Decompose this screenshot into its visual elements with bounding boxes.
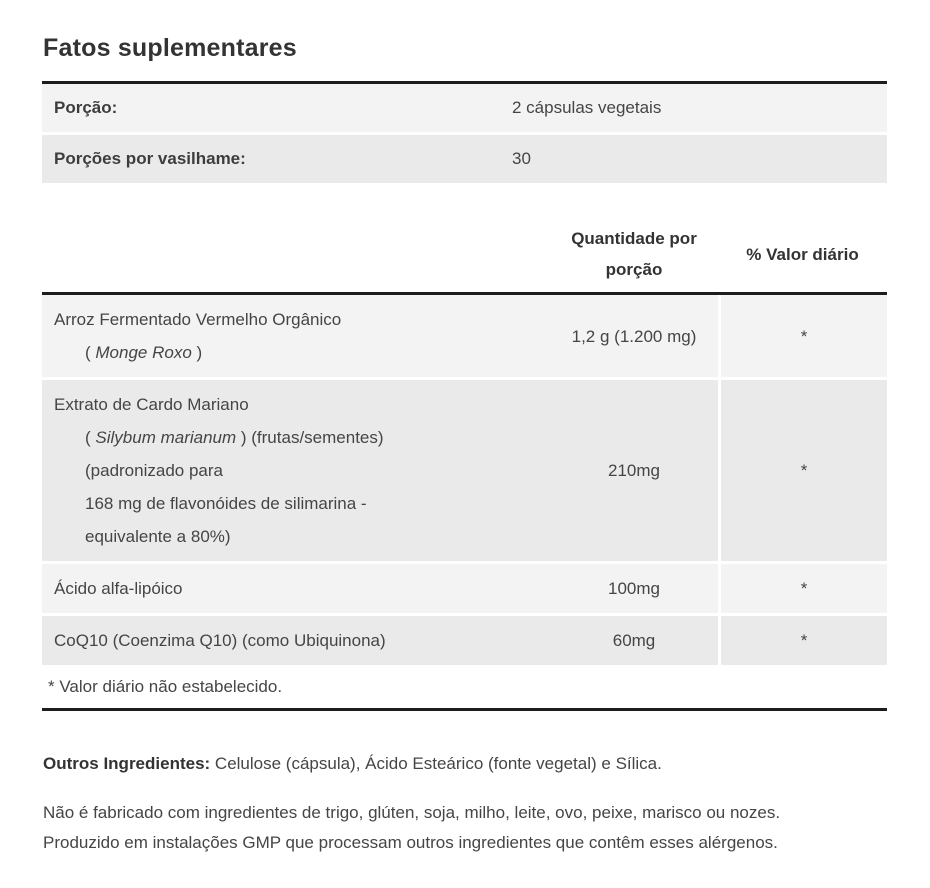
other-ingredients-text: Celulose (cápsula), Ácido Esteárico (fonte vegetal) e Sílica.	[214, 754, 662, 773]
other-ingredients	[43, 752, 887, 776]
ingredient-name-line	[54, 421, 542, 454]
ingredient-name-line	[54, 520, 542, 553]
ingredient-name-text: (	[85, 428, 96, 447]
ingredient-name-text: equivalente a 80%)	[85, 527, 231, 546]
serving-row-label: Porção:	[54, 98, 118, 117]
ingredient-name-text: 168 mg de flavonóides de silimarina -	[85, 494, 367, 513]
ingredient-name-text: ) (frutas/sementes)	[236, 428, 384, 447]
ingredient-row	[42, 564, 887, 613]
daily-value-cell: *	[718, 564, 887, 613]
daily-value-cell: *	[718, 295, 887, 377]
ingredient-name-text: Extrato de Cardo Mariano	[54, 395, 249, 414]
page-title: Fatos suplementares	[43, 34, 297, 62]
ingredient-row	[42, 616, 887, 665]
serving-row-label: Porções por vasilhame:	[54, 149, 246, 168]
daily-value-column-header: % Valor diário	[746, 244, 859, 264]
ingredient-name-line	[54, 487, 542, 520]
facts-body	[42, 292, 887, 665]
ingredient-name-line	[54, 454, 542, 487]
allergen-notice-line: Não é fabricado com ingredientes de trigo, glúten, soja, milho, leite, ovo, peixe, marisco ou nozes.	[43, 803, 781, 822]
ingredient-latin-name: Monge Roxo	[95, 343, 192, 362]
ingredient-name	[42, 616, 550, 665]
ingredient-name-text: )	[191, 343, 203, 362]
ingredient-name-text: (padronizado para	[85, 461, 223, 480]
ingredient-name-text: CoQ10 (Coenzima Q10) (como Ubiquinona)	[54, 631, 386, 650]
serving-row	[42, 84, 887, 132]
panel-content	[42, 33, 887, 858]
ingredient-name-line	[54, 336, 542, 369]
serving-row-value: 2 cápsulas vegetais	[512, 98, 662, 117]
ingredient-name	[42, 295, 550, 377]
serving-row-value: 30	[512, 149, 531, 168]
facts-header-row	[42, 223, 887, 292]
daily-value-cell: *	[718, 616, 887, 665]
ingredient-name-text: (	[85, 343, 96, 362]
ingredient-name-text: Arroz Fermentado Vermelho Orgânico	[54, 310, 342, 329]
ingredient-name-line	[54, 303, 542, 336]
daily-value-footnote: * Valor diário não estabelecido.	[42, 665, 887, 711]
ingredient-name	[42, 380, 550, 561]
amount-per-serving-value: 100mg	[608, 579, 660, 598]
ingredient-name	[42, 564, 550, 613]
other-ingredients-label: Outros Ingredientes:	[43, 754, 211, 773]
supplement-facts-table	[42, 223, 887, 711]
ingredient-name-line	[54, 572, 542, 605]
ingredient-row	[42, 380, 887, 561]
allergen-notice-line: Produzido em instalações GMP que processam outros ingredientes que contêm esses alérgenos.	[43, 833, 778, 852]
ingredient-row	[42, 295, 887, 377]
amount-per-serving-value: 1,2 g (1.200 mg)	[571, 326, 697, 346]
ingredient-latin-name: Silybum marianum	[95, 428, 237, 447]
serving-row	[42, 135, 887, 183]
ingredient-name-line	[54, 388, 542, 421]
ingredient-name-text: Ácido alfa-lipóico	[54, 579, 183, 598]
amount-per-serving-value: 60mg	[612, 631, 656, 650]
amount-per-serving-value: 210mg	[608, 461, 660, 480]
daily-value-cell: *	[718, 380, 887, 561]
amount-column-header: Quantidade por porção	[571, 229, 697, 279]
ingredient-name-line	[54, 624, 542, 657]
allergen-notice	[43, 798, 887, 858]
serving-info-table	[42, 81, 887, 183]
